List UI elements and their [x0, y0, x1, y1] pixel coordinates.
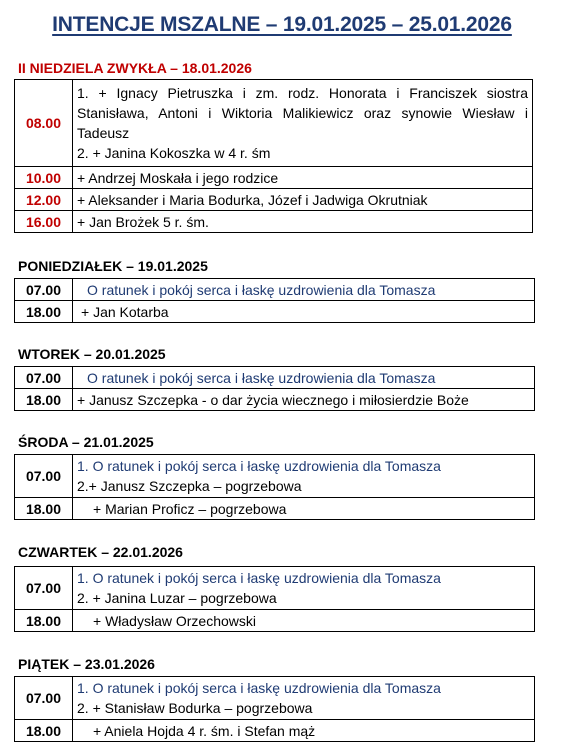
mass-intention: O ratunek i pokój serca i łaskę uzdrowienia dla Tomasza: [73, 367, 535, 389]
mass-intention: + Marian Proficz – pogrzebowa: [73, 498, 535, 520]
mass-time: 07.00: [15, 677, 73, 720]
friday-table: [14, 676, 535, 742]
mass-intention: O ratunek i pokój serca i łaskę uzdrowienia dla Tomasza: [73, 279, 535, 301]
day-heading-wednesday: ŚRODA – 21.01.2025: [18, 434, 154, 450]
mass-intention: + Aleksander i Maria Bodurka, Józef i Jadwiga Okrutniak: [73, 189, 533, 211]
mass-time: 18.00: [15, 720, 73, 742]
table-row: [15, 211, 533, 233]
mass-intention: + Jan Brożek 5 r. śm.: [73, 211, 533, 233]
mass-time: 18.00: [15, 610, 73, 632]
intention-line: 1. + Ignacy Pietruszka i zm. rodz. Honorata i Franciszek siostra Stanisława, Antoni i Wiktoria Malikiewicz oraz synowie Wiesław i Tadeusz: [77, 85, 528, 141]
table-row: [15, 279, 535, 301]
table-row: [15, 389, 535, 411]
monday-table: [14, 278, 535, 323]
mass-time: 07.00: [15, 367, 73, 389]
intention-line: 1. O ratunek i pokój serca i łaskę uzdrowienia dla Tomasza: [77, 570, 441, 586]
intention-line: 2. + Janina Kokoszka w 4 r. śm: [77, 145, 271, 161]
day-heading-monday: PONIEDZIAŁEK – 19.01.2025: [18, 258, 208, 274]
tuesday-table: [14, 366, 535, 411]
table-row: [15, 80, 533, 167]
table-row: [15, 167, 533, 189]
thursday-table: [14, 566, 535, 632]
table-row: [15, 677, 535, 720]
table-row: [15, 367, 535, 389]
mass-time: 16.00: [15, 211, 73, 233]
wednesday-table: [14, 454, 535, 520]
mass-intention: + Andrzej Moskała i jego rodzice: [73, 167, 533, 189]
day-heading-tuesday: WTOREK – 20.01.2025: [18, 346, 166, 362]
table-row: [15, 720, 535, 742]
table-row: [15, 189, 533, 211]
table-row: [15, 301, 535, 323]
mass-intention: [73, 567, 535, 610]
mass-intention: [73, 80, 533, 167]
mass-intention: + Jan Kotarba: [73, 301, 535, 323]
table-row: [15, 567, 535, 610]
day-heading-thursday: CZWARTEK – 22.01.2026: [18, 544, 183, 560]
mass-time: 08.00: [15, 80, 73, 167]
mass-intention: + Władysław Orzechowski: [73, 610, 535, 632]
mass-time: 07.00: [15, 279, 73, 301]
table-row: [15, 610, 535, 632]
intention-line: 1. O ratunek i pokój serca i łaskę uzdrowienia dla Tomasza: [77, 680, 441, 696]
intention-line: 2.+ Janusz Szczepka – pogrzebowa: [77, 478, 302, 494]
mass-time: 07.00: [15, 455, 73, 498]
mass-time: 18.00: [15, 301, 73, 323]
intention-line: 2. + Stanisław Bodurka – pogrzebowa: [77, 700, 313, 716]
mass-intention: + Janusz Szczepka - o dar życia wiecznego i miłosierdzie Boże: [73, 389, 535, 411]
mass-intention: [73, 455, 535, 498]
mass-intention: [73, 677, 535, 720]
mass-time: 07.00: [15, 567, 73, 610]
mass-time: 18.00: [15, 389, 73, 411]
day-heading-friday: PIĄTEK – 23.01.2026: [18, 656, 155, 672]
sunday-table: [14, 79, 533, 233]
mass-time: 12.00: [15, 189, 73, 211]
mass-intention: + Aniela Hojda 4 r. śm. i Stefan mąż: [73, 720, 535, 742]
intention-line: 2. + Janina Luzar – pogrzebowa: [77, 590, 277, 606]
day-heading-sunday: II NIEDZIELA ZWYKŁA – 18.01.2026: [18, 60, 252, 76]
intention-line: 1. O ratunek i pokój serca i łaskę uzdrowienia dla Tomasza: [77, 458, 441, 474]
mass-time: 10.00: [15, 167, 73, 189]
mass-time: 18.00: [15, 498, 73, 520]
table-row: [15, 498, 535, 520]
page-title: INTENCJE MSZALNE – 19.01.2025 – 25.01.2026: [52, 13, 512, 36]
table-row: [15, 455, 535, 498]
